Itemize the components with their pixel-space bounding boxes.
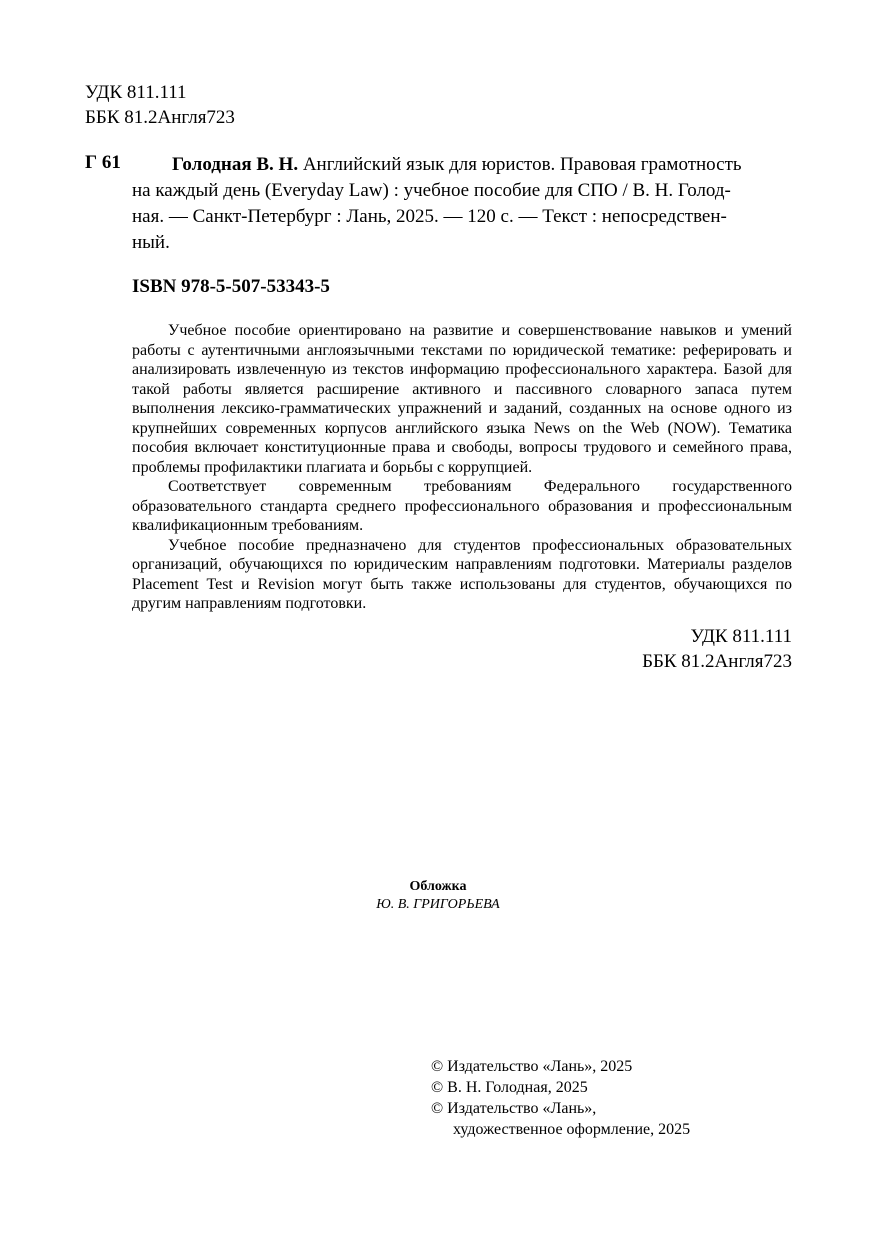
abstract-paragraph: Учебное пособие ориентировано на развитие и совершенствование навыков и умений работы с аутентичными англоязычными текстами по юридической тематике: реферировать и анализировать извлеченную из текстов информацию профессионального характера. Базой для такой работы является расширение активного и пассивного словарного запаса путем выполнения лексико-грамматических упражнений и заданий, созданных на основе одного из крупнейших современных корпусов английского языка News on the Web (NOW). Тематика пособия включает конституционные права и свободы, вопросы трудового и семейного права, проблемы профилактики плагиата и борьбы с коррупцией. [132, 322, 792, 476]
abstract-paragraph: Учебное пособие предназначено для студентов профессиональных образовательных организаций, обучающихся по юридическим направлениям подготовки. Материалы разделов Placement Test и Revision могут быть также использованы для студентов, обучающихся по другим направлениям подготовки. [132, 536, 792, 612]
cover-designer: Ю. В. ГРИГОРЬЕВА [376, 897, 500, 912]
author-mark: Г 61 [85, 152, 121, 173]
cover-label: Обложка [409, 879, 467, 894]
copyright-continuation: художественное оформление, 2025 [453, 1121, 691, 1138]
biblio-line: ный. [132, 232, 170, 253]
cover-credit [0, 878, 876, 914]
biblio-line: Английский язык для юристов. Правовая грамотность [302, 154, 742, 175]
isbn: ISBN 978-5-507-53343-5 [132, 276, 330, 297]
classification-codes [85, 80, 235, 130]
copyright-line: © Издательство «Лань», 2025 [431, 1058, 633, 1075]
abstract-paragraph: Соответствует современным требованиям Федерального государственного образовательного стандарта среднего профессионального образования и профессиональным квалификационным требованиям. [132, 478, 792, 534]
bottom-classification-codes [642, 624, 792, 674]
author-name: Голодная В. Н. [172, 154, 299, 175]
biblio-line: на каждый день (Everyday Law) : учебное пособие для СПО / В. Н. Голод- [132, 180, 731, 201]
biblio-line: ная. — Санкт-Петербург : Лань, 2025. — 120 с. — Текст : непосредствен- [132, 206, 727, 227]
copyright-line: © В. Н. Голодная, 2025 [431, 1079, 588, 1096]
bbk-code: ББК 81.2Англя723 [85, 107, 235, 128]
bibliographic-record [132, 152, 792, 256]
udk-code: УДК 811.111 [85, 82, 187, 103]
copyright-block [431, 1056, 690, 1140]
bbk-code: ББК 81.2Англя723 [642, 651, 792, 672]
abstract [132, 321, 792, 614]
udk-code: УДК 811.111 [690, 626, 792, 647]
copyright-line: © Издательство «Лань», [431, 1100, 597, 1117]
